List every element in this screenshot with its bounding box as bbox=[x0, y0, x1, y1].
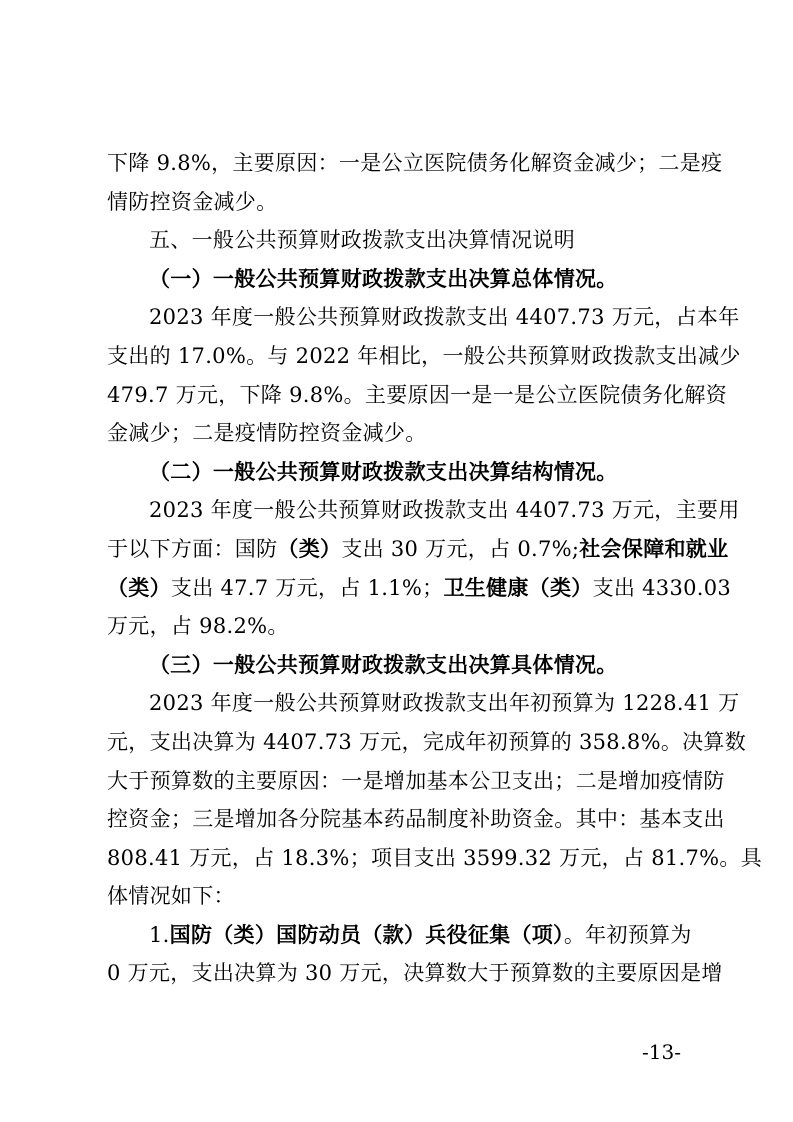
category-label: （类） bbox=[277, 535, 342, 561]
category-label: （类） bbox=[107, 574, 171, 600]
paragraph-line: 2023 年度一般公共预算财政拨款支出 4407.73 万元，主要用 bbox=[149, 498, 740, 523]
paragraph-line: 情防控资金减少。 bbox=[107, 189, 278, 214]
paragraph-line: 支出的 17.0%。与 2022 年相比，一般公共预算财政拨款支出减少 bbox=[107, 343, 741, 368]
line-text: 。年初预算为 bbox=[563, 922, 692, 947]
paragraph-line: 万元，占 98.2%。 bbox=[107, 614, 289, 639]
line-text: 支出 4330.03 bbox=[592, 575, 732, 600]
category-label: 国防（类）国防动员（款）兵役征集（项） bbox=[169, 921, 564, 947]
paragraph-line: 控资金；三是增加各分院基本药品制度补助资金。其中：基本支出 bbox=[107, 807, 725, 832]
paragraph-line: 808.41 万元，占 18.3%；项目支出 3599.32 万元，占 81.7%。具 bbox=[107, 845, 763, 870]
section-heading: 五、一般公共预算财政拨款支出决算情况说明 bbox=[149, 228, 575, 253]
paragraph-line: 0 万元，支出决算为 30 万元，决算数大于预算数的主要原因是增 bbox=[107, 961, 723, 986]
paragraph-line: 下降 9.8%，主要原因：一是公立医院债务化解资金减少；二是疫 bbox=[107, 151, 723, 175]
subsection-heading: （三）一般公共预算财政拨款支出决算具体情况。 bbox=[149, 651, 618, 677]
paragraph-line: 2023 年度一般公共预算财政拨款支出年初预算为 1228.41 万 bbox=[149, 691, 740, 716]
paragraph-line: 479.7 万元，下降 9.8%。主要原因一是一是公立医院债务化解资 bbox=[107, 382, 728, 407]
category-label: 社会保障和就业 bbox=[579, 535, 729, 561]
line-text: 于以下方面：国防 bbox=[107, 536, 278, 561]
category-label: 卫生健康（类） bbox=[443, 574, 593, 600]
page-number: -13- bbox=[642, 1040, 681, 1064]
paragraph-line: 元，支出决算为 4407.73 万元，完成年初预算的 358.8%。决算数 bbox=[107, 729, 747, 754]
line-text: 1. bbox=[149, 922, 170, 947]
line-text: 支出 47.7 万元，占 1.1%； bbox=[170, 575, 444, 600]
subsection-heading: （一）一般公共预算财政拨款支出决算总体情况。 bbox=[149, 265, 618, 291]
paragraph-line: 金减少；二是疫情防控资金减少。 bbox=[107, 421, 427, 446]
paragraph-line bbox=[107, 569, 732, 608]
document-body bbox=[107, 144, 763, 993]
subsection-heading: （二）一般公共预算财政拨款支出决算结构情况。 bbox=[149, 458, 618, 484]
paragraph-line bbox=[107, 530, 729, 569]
paragraph-line: 2023 年度一般公共预算财政拨款支出 4407.73 万元，占本年 bbox=[149, 305, 740, 330]
paragraph-line: 大于预算数的主要原因：一是增加基本公卫支出；二是增加疫情防 bbox=[107, 768, 725, 793]
paragraph-line: 体情况如下： bbox=[107, 884, 235, 909]
line-text: 支出 30 万元，占 0.7%; bbox=[341, 536, 580, 561]
paragraph-line bbox=[107, 916, 692, 955]
